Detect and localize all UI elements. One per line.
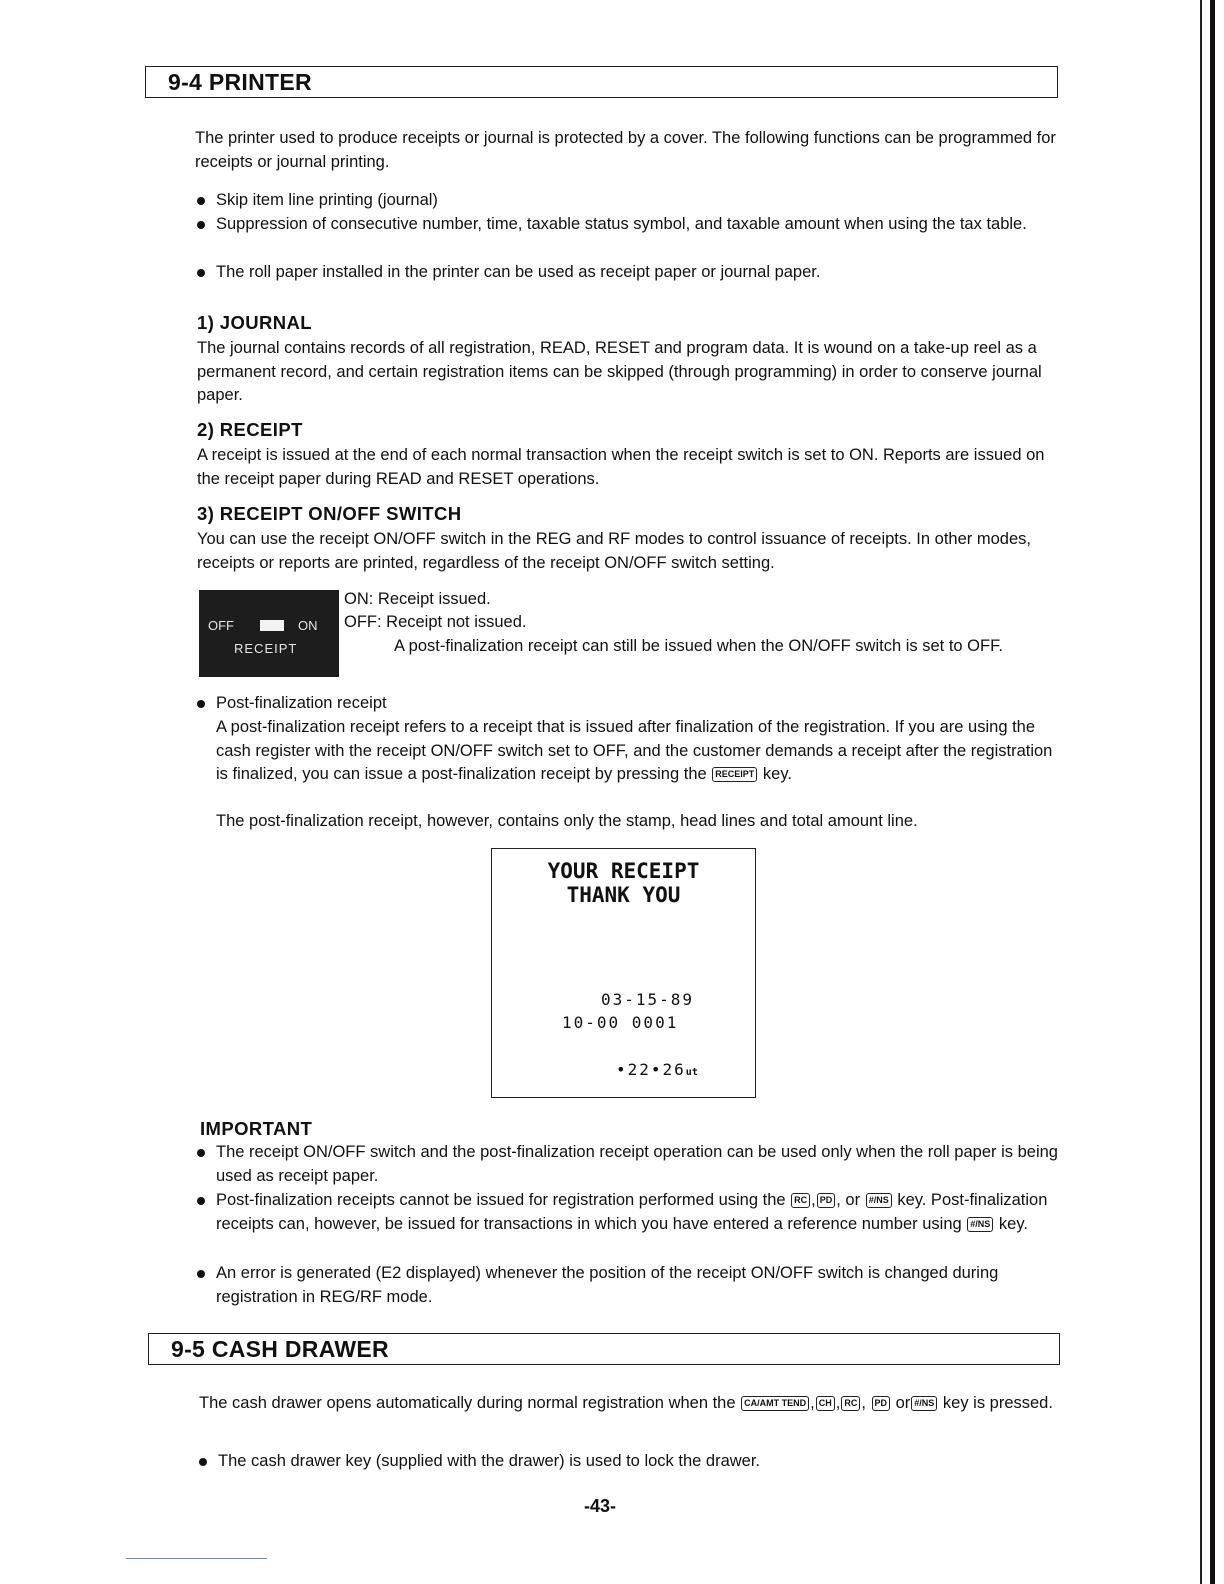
footer-line xyxy=(126,1558,267,1559)
switch-text: You can use the receipt ON/OFF switch in the REG and RF modes to control issuance of receipts. In other modes, receipts or reports are printed, regardless of the receipt ON/OFF switch setting. xyxy=(197,530,1031,572)
journal-text: The journal contains records of all registration, READ, RESET and program data. It is wound on a take-up reel as a permanent record, and certain registration items can be skipped (through programming) in order to conserve journal paper. xyxy=(197,339,1042,404)
page-number: -43- xyxy=(584,1496,617,1516)
post-finalization-text-2: The post-finalization receipt, however, contains only the stamp, head lines and total amount line. xyxy=(216,812,918,830)
rc-key: RC xyxy=(791,1193,810,1208)
important-bullet-2-c: key. xyxy=(998,1214,1028,1233)
receipt-line-thank-you: THANK YOU xyxy=(566,883,681,907)
receipt-total-amount: •22•26 xyxy=(616,1060,686,1079)
switch-on-label: ON xyxy=(298,618,318,633)
bullet-post-finalization: Post-finalization receipt xyxy=(197,692,387,716)
cash-drawer-text-b: key is pressed. xyxy=(942,1394,1053,1412)
receipt-date: 03-15-89 xyxy=(601,990,695,1009)
section-95-header xyxy=(148,1333,1060,1365)
important-bullet-2-a: Post-finalization receipts cannot be issued for registration performed using the xyxy=(216,1191,786,1209)
page-edge-bar xyxy=(1210,0,1215,1584)
important-bullet-3: An error is generated (E2 displayed) whenever the position of the receipt ON/OFF switch is changed during registration in REG/RF mode. xyxy=(197,1262,1078,1309)
switch-off-note: A post-finalization receipt can still be issued when the ON/OFF switch is set to OFF. xyxy=(394,637,1003,655)
receipt-total-mark: ut xyxy=(685,1067,698,1078)
bullet-suppression: Suppression of consecutive number, time, taxable status symbol, and taxable amount when using the tax table. xyxy=(197,213,1078,237)
cash-drawer-text-a: The cash drawer opens automatically during normal registration when the xyxy=(199,1394,736,1412)
ch-key: CH xyxy=(816,1396,835,1411)
cash-drawer-bullet: The cash drawer key (supplied with the drawer) is used to lock the drawer. xyxy=(199,1450,1080,1474)
cash-drawer-text: The cash drawer opens automatically during normal registration when the CA/AMT TEND , CH , RC , PD or #/NS key is pressed. xyxy=(199,1394,1053,1412)
important-bullet-2: Post-finalization receipts cannot be issued for registration performed using the RC , PD , or #/NS key. Post-finalization receipts can, however, be issued for transactions in which you have entered a reference number using #/NS key. xyxy=(197,1189,1078,1236)
ns-key-3: #/NS xyxy=(911,1396,937,1411)
post-finalization-text-1-end: key. xyxy=(762,765,792,783)
bullet-roll-paper: The roll paper installed in the printer can be used as receipt paper or journal paper. xyxy=(197,261,1078,285)
important-bullet-2-b: key. Post-finalization receipts can, however, be issued for transactions in which you have entered a reference number using xyxy=(216,1191,1048,1233)
rc-key-2: RC xyxy=(841,1396,860,1411)
section-95-title: 9-5 CASH DRAWER xyxy=(171,1336,389,1362)
important-heading: IMPORTANT xyxy=(200,1118,313,1139)
important-bullet-1: The receipt ON/OFF switch and the post-finalization receipt operation can be used only when the roll paper is being used as receipt paper. xyxy=(197,1141,1078,1188)
receipt-text: A receipt is issued at the end of each normal transaction when the receipt switch is set to ON. Reports are issued on the receipt paper during READ and RESET operations. xyxy=(197,446,1045,488)
post-finalization-text-1: A post-finalization receipt refers to a receipt that is issued after finalization of the registration. If you are using the cash register with the receipt ON/OFF switch set to OFF, and the customer demands a receipt after the registration is finalized, you can issue a post-finalization receipt by pressing the xyxy=(216,718,1053,783)
receipt-time-number: 10-00 0001 xyxy=(562,1013,679,1032)
ca-amt-tend-key: CA/AMT TEND xyxy=(741,1396,809,1411)
switch-on-line: ON: Receipt issued. xyxy=(344,590,491,608)
receipt-key: RECEIPT xyxy=(712,767,757,782)
sample-receipt xyxy=(491,848,756,1098)
ns-key: #/NS xyxy=(866,1193,892,1208)
receipt-switch-image xyxy=(199,590,339,677)
receipt-heading: 2) RECEIPT xyxy=(197,419,303,440)
switch-off-label: OFF xyxy=(208,618,234,633)
switch-heading: 3) RECEIPT ON/OFF SWITCH xyxy=(197,503,462,524)
post-finalization-text xyxy=(216,716,1062,787)
page-edge-shadow xyxy=(1200,0,1202,1584)
switch-receipt-label: RECEIPT xyxy=(234,641,298,656)
journal-heading: 1) JOURNAL xyxy=(197,312,313,333)
printer-intro: The printer used to produce receipts or journal is protected by a cover. The following functions can be programmed for receipts or journal printing. xyxy=(195,129,1056,171)
switch-off-line: OFF: Receipt not issued. xyxy=(344,613,527,631)
switch-knob xyxy=(260,620,284,631)
section-94-title: 9-4 PRINTER xyxy=(168,69,312,95)
bullet-skip-item: Skip item line printing (journal) xyxy=(197,189,1078,213)
pd-key-2: PD xyxy=(872,1396,891,1411)
section-94-header xyxy=(145,66,1058,98)
pd-key: PD xyxy=(817,1193,836,1208)
receipt-total xyxy=(616,1060,698,1079)
receipt-line-your-receipt: YOUR RECEIPT xyxy=(547,859,700,883)
ns-key-2: #/NS xyxy=(967,1217,993,1232)
